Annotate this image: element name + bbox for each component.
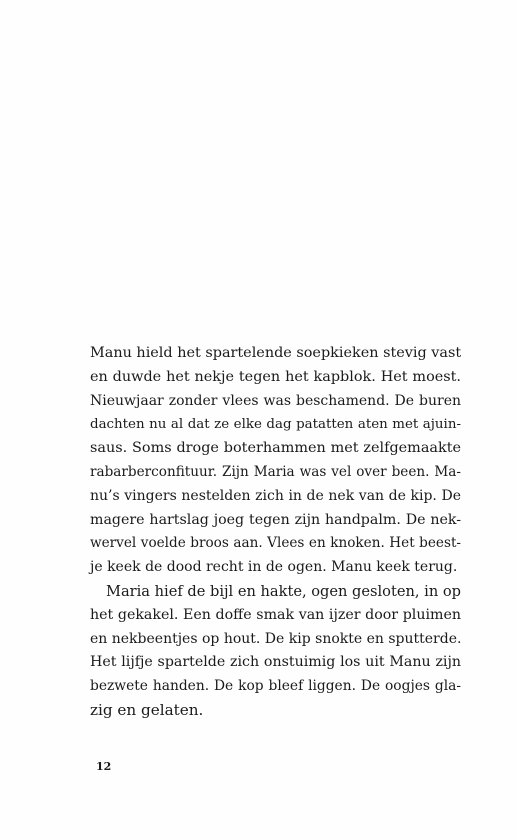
text-line: dachten nu al dat ze elke dag patatten aten met ajuin- bbox=[90, 417, 461, 433]
text-line: nu’s vingers nestelden zich in de nek van de kip. De bbox=[90, 487, 461, 504]
body-text bbox=[90, 342, 461, 723]
text-line: je keek de dood recht in de ogen. Manu keek terug. bbox=[90, 559, 458, 576]
text-line: en nekbeentjes op hout. De kip snokte en sputterde. bbox=[90, 630, 462, 647]
text-line: Manu hield het spartelende soepkieken stevig vast bbox=[90, 345, 462, 361]
text-line: magere hartslag joeg tegen zijn handpalm. De nek- bbox=[90, 511, 461, 528]
text-line: Het lijfje spartelde zich onstuimig los uit Manu zijn bbox=[90, 654, 461, 671]
text-line: saus. Soms droge boterhammen met zelfgemaakte bbox=[90, 440, 461, 457]
text-line: en duwde het nekje tegen het kapblok. Het moest. bbox=[90, 368, 461, 385]
text-line: wervel voelde broos aan. Vlees en knoken. Het beest- bbox=[90, 535, 461, 552]
paragraph-2 bbox=[90, 580, 461, 723]
paragraph-1 bbox=[90, 342, 461, 580]
text-line: zig en gelaten. bbox=[90, 700, 204, 719]
page-number: 12 bbox=[96, 760, 112, 773]
text-line: bezwete handen. De kop bleef liggen. De oogjes gla- bbox=[90, 678, 461, 695]
text-line: rabarberconfituur. Zijn Maria was vel over been. Ma- bbox=[90, 463, 461, 480]
text-line: Nieuwjaar zonder vlees was beschamend. De buren bbox=[90, 392, 461, 409]
text-line: het gekakel. Een doffe smak van ijzer door pluimen bbox=[90, 606, 461, 623]
text-line: Maria hief de bijl en hakte, ogen gesloten, in op bbox=[106, 582, 461, 600]
